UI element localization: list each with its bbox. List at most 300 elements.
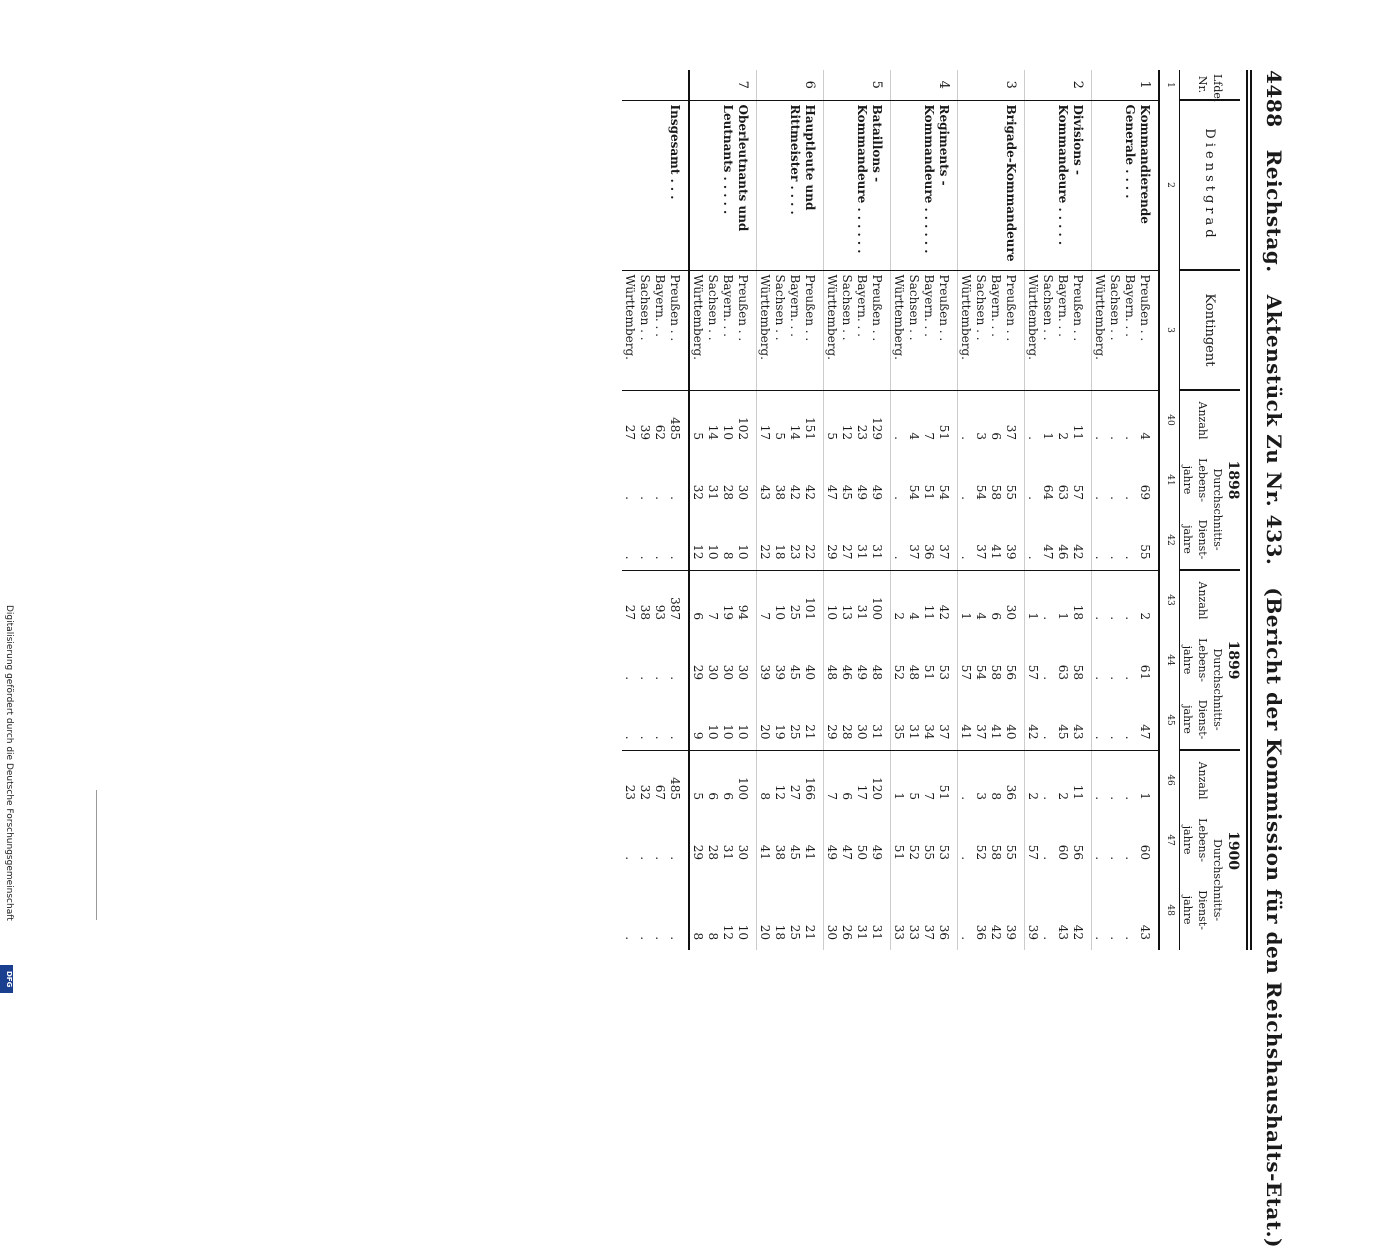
value-cell: 6 (988, 390, 1003, 450)
value-cell: 49 (869, 450, 891, 510)
column-number: 43 (1159, 570, 1180, 630)
value-cell: 6 (689, 570, 705, 630)
value-cell: 31 (854, 570, 869, 630)
value-cell: 51 (936, 390, 958, 450)
value-cell: 2 (1137, 570, 1159, 630)
value-cell: 52 (974, 844, 988, 861)
table-row (802, 70, 824, 950)
value-cell: 30 (721, 664, 735, 681)
value-cell: . (638, 936, 652, 941)
value-cell: 39 (758, 664, 772, 681)
value-cell: 38 (773, 484, 787, 500)
value-cell: . (1107, 570, 1122, 630)
value-cell: 37 (1003, 390, 1025, 450)
table-row (1003, 70, 1025, 950)
value-cell: 36 (922, 544, 936, 560)
value-cell: . (667, 810, 689, 870)
value-cell: 485 (667, 750, 689, 810)
value-cell: 20 (758, 924, 772, 941)
table-body (622, 70, 1159, 950)
table-row (1070, 70, 1092, 950)
value-cell: . (638, 676, 652, 681)
value-cell: . (891, 390, 907, 450)
value-cell: 3 (973, 390, 988, 450)
value-cell: 6 (720, 750, 735, 810)
value-cell: 100 (869, 570, 891, 630)
value-cell: 100 (735, 750, 757, 810)
value-cell: 7 (921, 390, 936, 450)
column-number: 1 (1159, 70, 1180, 100)
value-cell: . (667, 630, 689, 690)
value-cell: 49 (869, 810, 891, 870)
value-cell: . (667, 690, 689, 750)
value-cell: . (1123, 936, 1137, 941)
value-cell: 33 (892, 924, 906, 941)
value-cell: 30 (825, 924, 839, 941)
value-cell: 31 (907, 724, 921, 740)
value-cell: 48 (907, 664, 921, 681)
durchschnitts-1898: Durchschnitts- (1211, 468, 1224, 551)
value-cell: 27 (622, 390, 637, 450)
value-cell: . (1108, 936, 1122, 941)
value-cell: 485 (667, 390, 689, 450)
value-cell: . (667, 510, 689, 570)
value-cell: 27 (787, 750, 802, 810)
value-cell: 25 (788, 724, 802, 740)
value-cell: 67 (652, 750, 667, 810)
value-cell: 64 (1041, 484, 1055, 500)
value-cell: 56 (1003, 630, 1025, 690)
column-number: 40 (1159, 390, 1180, 450)
value-cell: 10 (735, 510, 757, 570)
value-cell: 8 (988, 750, 1003, 810)
kontingent-cell: Württemberg. (824, 270, 840, 390)
value-cell: 10 (735, 870, 757, 950)
column-number: 41 (1159, 450, 1180, 510)
year-1899: 1899 (1225, 570, 1240, 750)
value-cell: 1 (1025, 570, 1041, 630)
value-cell: 57 (959, 664, 973, 681)
kontingent-cell: Preußen . . (1003, 270, 1025, 390)
lebensjahre-1899: Lebens- jahre (1181, 638, 1209, 682)
value-cell: 54 (936, 450, 958, 510)
rank-label: Regiments - Kommandeure . . . . . . (891, 100, 958, 270)
value-cell: 61 (1137, 630, 1159, 690)
value-cell: . (1108, 555, 1122, 560)
value-cell: 42 (1026, 724, 1040, 740)
value-cell: 7 (757, 570, 773, 630)
value-cell: . (623, 735, 637, 740)
value-cell: 2 (1025, 750, 1041, 810)
value-cell: 36 (936, 870, 958, 950)
value-cell: . (1108, 735, 1122, 740)
value-cell: 18 (773, 544, 787, 560)
rank-label: Hauptleute und Rittmeister . . . . (757, 100, 824, 270)
value-cell: 13 (839, 570, 854, 630)
value-cell: 7 (921, 750, 936, 810)
header-rule-2 (1246, 70, 1248, 950)
kontingent-cell: Preußen . . (1070, 270, 1092, 390)
page-header (1258, 70, 1290, 1248)
value-cell: 38 (637, 570, 652, 630)
value-cell: 21 (802, 690, 824, 750)
value-cell: 41 (989, 724, 1003, 740)
value-cell: 30 (1003, 570, 1025, 630)
value-cell: 62 (652, 390, 667, 450)
value-cell: 8 (721, 551, 735, 560)
value-cell: . (959, 496, 973, 500)
value-cell: 51 (892, 844, 906, 861)
value-cell: . (958, 750, 974, 810)
value-cell: 39 (773, 664, 787, 681)
value-cell: 46 (1056, 544, 1070, 560)
value-cell: 58 (989, 844, 1003, 861)
value-cell: 50 (855, 844, 869, 861)
value-cell: 29 (691, 664, 705, 681)
kontingent-cell: Preußen . . (1137, 270, 1159, 390)
value-cell: 43 (1070, 690, 1092, 750)
kontingent-cell: Bayern. . . (921, 270, 936, 390)
value-cell: 19 (720, 570, 735, 630)
value-cell: 5 (906, 750, 921, 810)
value-cell: 12 (721, 924, 735, 941)
value-cell: 2 (891, 570, 907, 630)
value-cell: 60 (1056, 844, 1070, 861)
value-cell: . (623, 856, 637, 861)
page-number: 4488 (1262, 70, 1286, 128)
value-cell: 43 (758, 484, 772, 500)
value-cell: 30 (735, 810, 757, 870)
value-cell: . (892, 496, 906, 500)
value-cell: 69 (1137, 450, 1159, 510)
value-cell: 12 (772, 750, 787, 810)
value-cell: 10 (735, 690, 757, 750)
value-cell: 2 (1055, 390, 1070, 450)
value-cell: 58 (989, 484, 1003, 500)
kontingent-cell: Bayern. . . (787, 270, 802, 390)
value-cell: 11 (921, 570, 936, 630)
value-cell: 39 (1003, 870, 1025, 950)
rank-label: Bataillons - Kommandeure . . . . . . (824, 100, 891, 270)
value-cell: 32 (691, 484, 705, 500)
value-cell: . (959, 555, 973, 560)
value-cell: 58 (989, 664, 1003, 681)
row-number: 7 (689, 70, 757, 100)
kontingent-cell: Württemberg. (1025, 270, 1041, 390)
value-cell: 48 (869, 630, 891, 690)
kontingent-cell: Sachsen . . (772, 270, 787, 390)
value-cell: 41 (758, 844, 772, 861)
value-cell: 31 (869, 870, 891, 950)
year-1898: 1898 (1225, 390, 1240, 570)
value-cell: 31 (869, 510, 891, 570)
value-cell: 31 (855, 544, 869, 560)
column-number-row (1159, 70, 1180, 950)
value-cell: . (653, 555, 667, 560)
value-cell: 43 (1056, 924, 1070, 941)
value-cell: 49 (855, 484, 869, 500)
value-cell: 45 (840, 484, 854, 500)
value-cell: 14 (787, 390, 802, 450)
value-cell: . (667, 870, 689, 950)
value-cell: . (623, 496, 637, 500)
durchschnitts-1899: Durchschnitts- (1211, 648, 1224, 731)
value-cell: 42 (989, 924, 1003, 941)
rank-label: Brigade-Kommandeure (958, 100, 1025, 270)
anzahl-head-1898: Anzahl (1180, 390, 1226, 450)
value-cell: 42 (788, 484, 802, 500)
header-source: Reichstag. (1262, 149, 1286, 273)
value-cell: 45 (788, 844, 802, 861)
value-cell: . (892, 555, 906, 560)
value-cell: 49 (855, 664, 869, 681)
value-cell: . (667, 450, 689, 510)
kontingent-cell: Bayern. . . (1122, 270, 1137, 390)
value-cell: 53 (936, 630, 958, 690)
dienstjahre-1898: Dienst- jahre (1181, 519, 1209, 560)
value-cell: 41 (802, 810, 824, 870)
value-cell: 52 (907, 844, 921, 861)
value-cell: 40 (1003, 690, 1025, 750)
value-cell: 52 (892, 664, 906, 681)
value-cell: 20 (758, 724, 772, 740)
value-cell: 37 (936, 690, 958, 750)
kontingent-cell: Württemberg. (757, 270, 773, 390)
row-number: 4 (891, 70, 958, 100)
value-cell: 1 (1040, 390, 1055, 450)
value-cell: 17 (854, 750, 869, 810)
value-cell: 1 (1137, 750, 1159, 810)
kontingent-cell: Preußen . . (667, 270, 689, 390)
value-cell: 9 (691, 731, 705, 740)
value-cell: 36 (974, 924, 988, 941)
value-cell: 47 (840, 844, 854, 861)
kontingent-cell: Württemberg. (622, 270, 637, 390)
value-cell: . (1041, 856, 1055, 861)
value-cell: . (1041, 676, 1055, 681)
value-cell: . (653, 856, 667, 861)
value-cell: 4 (1137, 390, 1159, 450)
value-cell: 37 (922, 924, 936, 941)
value-cell: 38 (773, 844, 787, 861)
value-cell: 26 (840, 924, 854, 941)
value-cell: 37 (907, 544, 921, 560)
value-cell: . (1123, 735, 1137, 740)
lebensjahre-1898: Lebens- jahre (1181, 458, 1209, 502)
value-cell: 7 (824, 750, 840, 810)
kontingent-cell: Bayern. . . (720, 270, 735, 390)
value-cell: 54 (974, 664, 988, 681)
value-cell: . (1092, 390, 1108, 450)
value-cell: 42 (802, 450, 824, 510)
value-cell: 34 (922, 724, 936, 740)
value-cell: 31 (721, 844, 735, 861)
table-row (869, 70, 891, 950)
kontingent-cell: Preußen . . (802, 270, 824, 390)
value-cell: 57 (1070, 450, 1092, 510)
value-cell: 8 (691, 932, 705, 941)
value-cell: 5 (824, 390, 840, 450)
value-cell: 120 (869, 750, 891, 810)
value-cell: 48 (825, 664, 839, 681)
value-cell: 57 (1026, 664, 1040, 681)
value-cell: 41 (959, 724, 973, 740)
table-row (735, 70, 757, 950)
value-cell: 56 (1070, 810, 1092, 870)
value-cell: 53 (936, 810, 958, 870)
value-cell: 49 (825, 844, 839, 861)
value-cell: . (1093, 555, 1107, 560)
table-row (1137, 70, 1159, 950)
value-cell: 58 (1070, 630, 1092, 690)
value-cell: . (1025, 390, 1041, 450)
kontingent-cell: Preußen . . (936, 270, 958, 390)
dfg-logo: DFG (0, 965, 13, 993)
value-cell: 37 (974, 544, 988, 560)
value-cell: . (1122, 570, 1137, 630)
value-cell: . (623, 676, 637, 681)
kontingent-cell: Preußen . . (735, 270, 757, 390)
value-cell: 37 (936, 510, 958, 570)
value-cell: 28 (706, 844, 720, 861)
column-number: 46 (1159, 750, 1180, 810)
value-cell: 51 (922, 484, 936, 500)
kontingent-cell: Württemberg. (1092, 270, 1108, 390)
value-cell: 94 (735, 570, 757, 630)
value-cell: 60 (1137, 810, 1159, 870)
column-number: 44 (1159, 630, 1180, 690)
value-cell: . (1093, 496, 1107, 500)
kontingent-cell: Sachsen . . (973, 270, 988, 390)
value-cell: 30 (735, 630, 757, 690)
kontingent-cell: Württemberg. (891, 270, 907, 390)
value-cell: . (653, 676, 667, 681)
sidebar-credit (2, 605, 14, 995)
value-cell: 63 (1056, 664, 1070, 681)
value-cell: . (1092, 750, 1108, 810)
value-cell: 51 (922, 664, 936, 681)
value-cell: . (638, 856, 652, 861)
value-cell: 4 (973, 570, 988, 630)
value-cell: 22 (802, 510, 824, 570)
year-1900: 1900 (1225, 750, 1240, 950)
row-number: 6 (757, 70, 824, 100)
value-cell: 42 (936, 570, 958, 630)
value-cell: 40 (802, 630, 824, 690)
table-row (667, 70, 689, 950)
value-cell: 47 (825, 484, 839, 500)
kontingent-cell: Bayern. . . (854, 270, 869, 390)
kontingent-cell: Sachsen . . (839, 270, 854, 390)
value-cell: . (623, 555, 637, 560)
kontingent-cell: Preußen . . (869, 270, 891, 390)
value-cell: 45 (788, 664, 802, 681)
value-cell: 10 (824, 570, 840, 630)
rank-label: Kommandierende Generale . . . . (1092, 100, 1160, 270)
column-number: 47 (1159, 810, 1180, 870)
column-number: 42 (1159, 510, 1180, 570)
value-cell: 55 (1003, 810, 1025, 870)
value-cell: . (1041, 936, 1055, 941)
value-cell: 28 (721, 484, 735, 500)
kontingent-cell: Bayern. . . (1055, 270, 1070, 390)
value-cell: . (1040, 750, 1055, 810)
value-cell: . (1040, 570, 1055, 630)
value-cell: . (958, 390, 974, 450)
row-number (622, 70, 689, 100)
value-cell: . (1026, 496, 1040, 500)
value-cell: . (1026, 555, 1040, 560)
header-rule (1250, 70, 1252, 950)
value-cell: 31 (869, 690, 891, 750)
value-cell: 30 (855, 724, 869, 740)
value-cell: 31 (706, 484, 720, 500)
value-cell: 39 (1003, 510, 1025, 570)
value-cell: 14 (705, 390, 720, 450)
value-cell: . (1092, 570, 1108, 630)
margin-rule (96, 790, 97, 920)
value-cell: 42 (1070, 510, 1092, 570)
value-cell: 23 (854, 390, 869, 450)
value-cell: 2 (1055, 750, 1070, 810)
value-cell: 7 (705, 570, 720, 630)
value-cell: . (653, 496, 667, 500)
lebensjahre-1900: Lebens- jahre (1181, 818, 1209, 862)
table-row (936, 70, 958, 950)
value-cell: . (638, 555, 652, 560)
kontingent-cell: Württemberg. (958, 270, 974, 390)
value-cell: 39 (1026, 924, 1040, 941)
kontingent-cell: Sachsen . . (1107, 270, 1122, 390)
value-cell: 166 (802, 750, 824, 810)
value-cell: . (1123, 555, 1137, 560)
kontingent-cell: Württemberg. (689, 270, 705, 390)
value-cell: 10 (721, 724, 735, 740)
value-cell: 33 (907, 924, 921, 941)
value-cell: 36 (1003, 750, 1025, 810)
value-cell: 5 (689, 750, 705, 810)
col-head-dienstgrad: Dienstgrad (1180, 100, 1241, 270)
value-cell: 4 (906, 390, 921, 450)
value-cell: 3 (973, 750, 988, 810)
value-cell: 10 (772, 570, 787, 630)
credit-text: Digitalisierung gefördert durch die Deutsche Forschungsgemeinschaft (4, 605, 14, 921)
value-cell: 151 (802, 390, 824, 450)
value-cell: 22 (758, 544, 772, 560)
value-cell: 25 (787, 570, 802, 630)
value-cell: 55 (1003, 450, 1025, 510)
value-cell: . (638, 496, 652, 500)
value-cell: . (1108, 496, 1122, 500)
value-cell: 55 (922, 844, 936, 861)
rank-label: Oberleutnants und Leutnants . . . . . (689, 100, 757, 270)
value-cell: 387 (667, 570, 689, 630)
value-cell: . (1108, 856, 1122, 861)
value-cell: . (1122, 750, 1137, 810)
value-cell: 45 (1056, 724, 1070, 740)
value-cell: 6 (988, 570, 1003, 630)
value-cell: . (1123, 856, 1137, 861)
value-cell: 32 (637, 750, 652, 810)
value-cell: 29 (691, 844, 705, 861)
value-cell: 28 (840, 724, 854, 740)
value-cell: 18 (1070, 570, 1092, 630)
value-cell: 18 (773, 924, 787, 941)
row-number: 2 (1025, 70, 1092, 100)
value-cell: 8 (706, 932, 720, 941)
value-cell: 27 (840, 544, 854, 560)
column-number: 48 (1159, 870, 1180, 950)
